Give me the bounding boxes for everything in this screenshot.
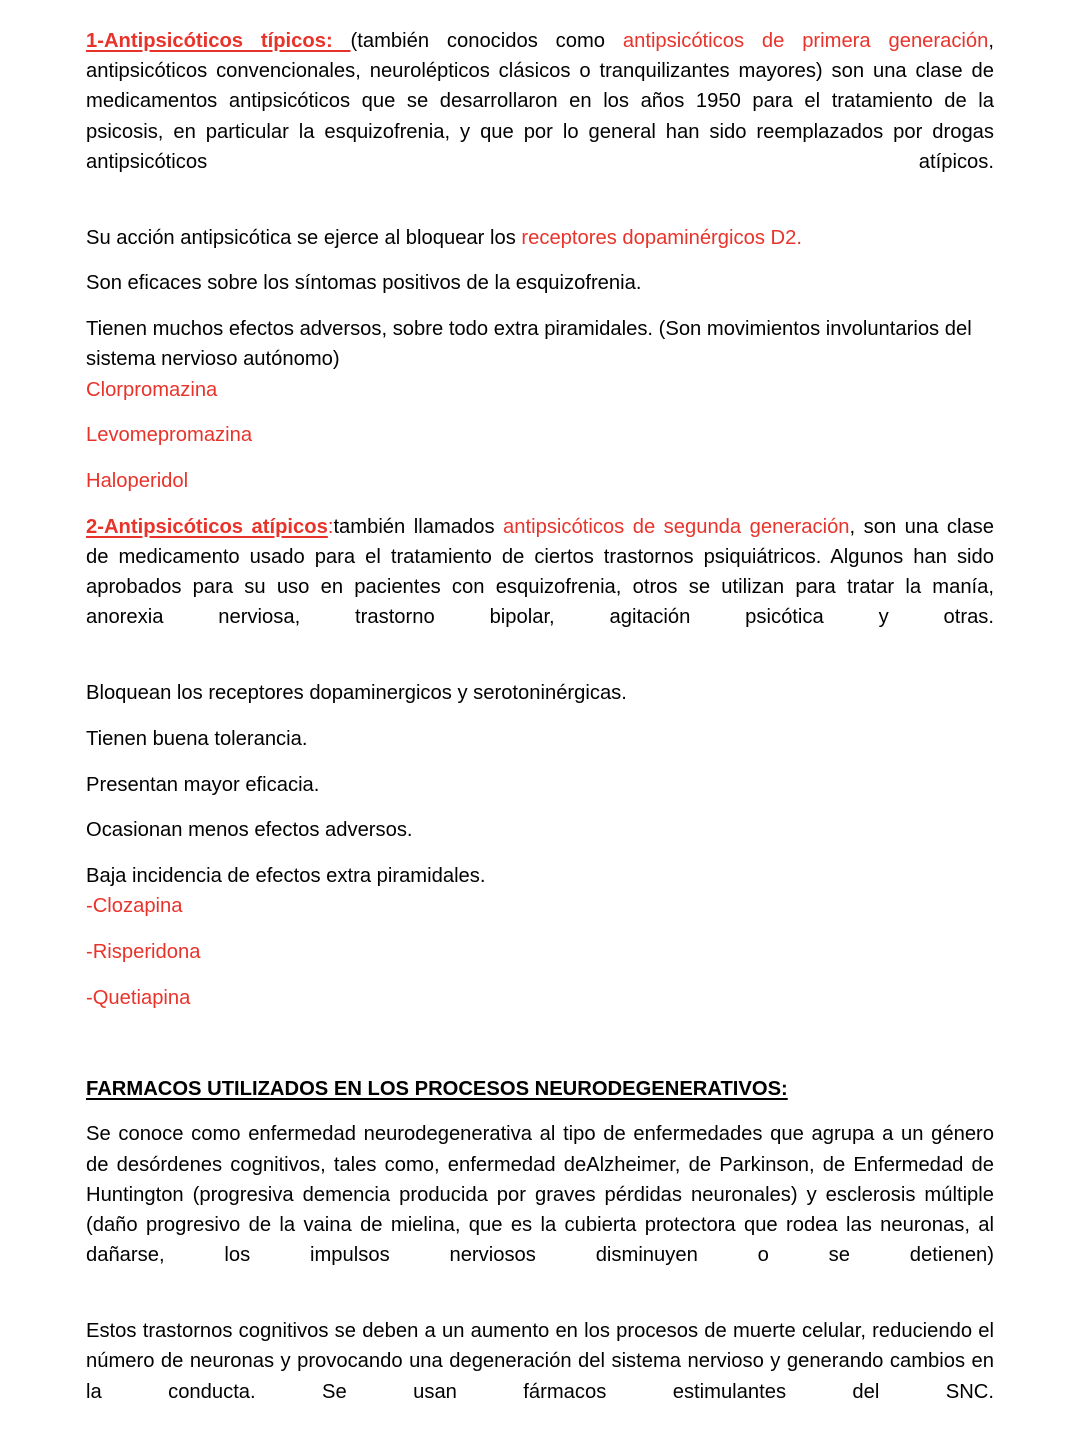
atypical-feature-item: Ocasionan menos efectos adversos. [86,819,413,842]
typical-mechanism-text: Su acción antipsicótica se ejerce al bloquear los [86,226,522,249]
atypical-drug-item: -Risperidona [86,940,201,963]
atypical-heading-colon: : [327,515,334,538]
d2-receptors-term: receptores dopaminérgicos D2. [521,226,802,249]
heading-spacer [86,1104,994,1120]
neurodegenerative-paragraph-1: Se conoce como enfermedad neurodegenerativa al tipo de enfermedades que agrupa a un género de desórdenes cognitivos, tales como, enfermedad deAlzheimer, de Parkinson, de Enfermedad de Huntington (progresiva demencia producida por graves pérdidas neuronales) y esclerosis múltiple (daño progresivo de la vaina de mielina, que es la cubierta protectora que rodea las neuronas, al dañarse, los impulsos nerviosos disminuyen o se detienen) [86,1123,994,1267]
neurodegenerative-heading-text: FARMACOS UTILIZADOS EN LOS PROCESOS NEURODEGENERATIVOS: [86,1077,788,1100]
atypical-feature-item: Tienen buena tolerancia. [86,727,308,750]
atypical-feature-item: Bloquean los receptores dopaminergicos y serotoninérgicas. [86,682,627,705]
atypical-intro-text-a: también llamados [333,515,504,538]
typical-drug-item: Haloperidol [86,469,189,492]
document-body [86,26,994,1437]
neurodegenerative-paragraph-2: Estos trastornos cognitivos se deben a un aumento en los procesos de muerte celular, reduciendo el número de neuronas y provocando una degeneración del sistema nervioso y generando cambios en la conducta. Se usan fármacos estimulantes del SNC. [86,1320,994,1403]
atypical-antipsychotics-paragraph [86,512,994,663]
typical-antipsychotics-paragraph [86,26,994,207]
typical-adverse-effects-paragraph: Tienen muchos efectos adversos, sobre todo extra piramidales. (Son movimientos involuntarios del sistema nervioso autónomo) [86,318,972,371]
typical-efficacy-paragraph: Son eficaces sobre los síntomas positivos de la esquizofrenia. [86,272,642,295]
atypical-drug-item: -Clozapina [86,895,183,918]
atypical-antipsychotics-heading: 2-Antipsicóticos atípicos [86,515,328,538]
atypical-feature-item: Presentan mayor eficacia. [86,773,320,796]
neurodegenerative-section-heading [86,1074,994,1104]
typical-antipsychotics-heading: 1-Antipsicóticos típicos: [86,30,351,52]
typical-mechanism-paragraph [86,223,994,253]
typical-intro-text-b: , antipsicóticos convencionales, neurolépticos clásicos o tranquilizantes mayores) son una clase de medicamentos antipsicóticos que se desarrollaron en los años 1950 para el tratamiento de la psicosis, en particular la esquizofrenia, y que por lo general han sido reemplazados por drogas antipsicóticos atípicos. [86,30,994,173]
blank-spacer [86,1013,994,1074]
typical-drug-item: Clorpromazina [86,378,218,401]
atypical-intro-text-b: , son una clase de medicamento usado para el tratamiento de ciertos trastornos psiquiátricos. Algunos han sido aprobados para su uso en pacientes con esquizofrenia, otros se utilizan para tratar la manía, anorexia nerviosa, trastorno bipolar, agitación psicótica y otras. [86,515,994,629]
typical-intro-text-a: (también conocidos como [350,30,623,52]
first-generation-term: antipsicóticos de primera generación [622,30,989,52]
second-generation-term: antipsicóticos de segunda generación [503,515,850,538]
atypical-feature-item: Baja incidencia de efectos extra piramidales. [86,864,486,887]
atypical-drug-item: -Quetiapina [86,986,191,1009]
typical-drug-item: Levomepromazina [86,424,253,447]
